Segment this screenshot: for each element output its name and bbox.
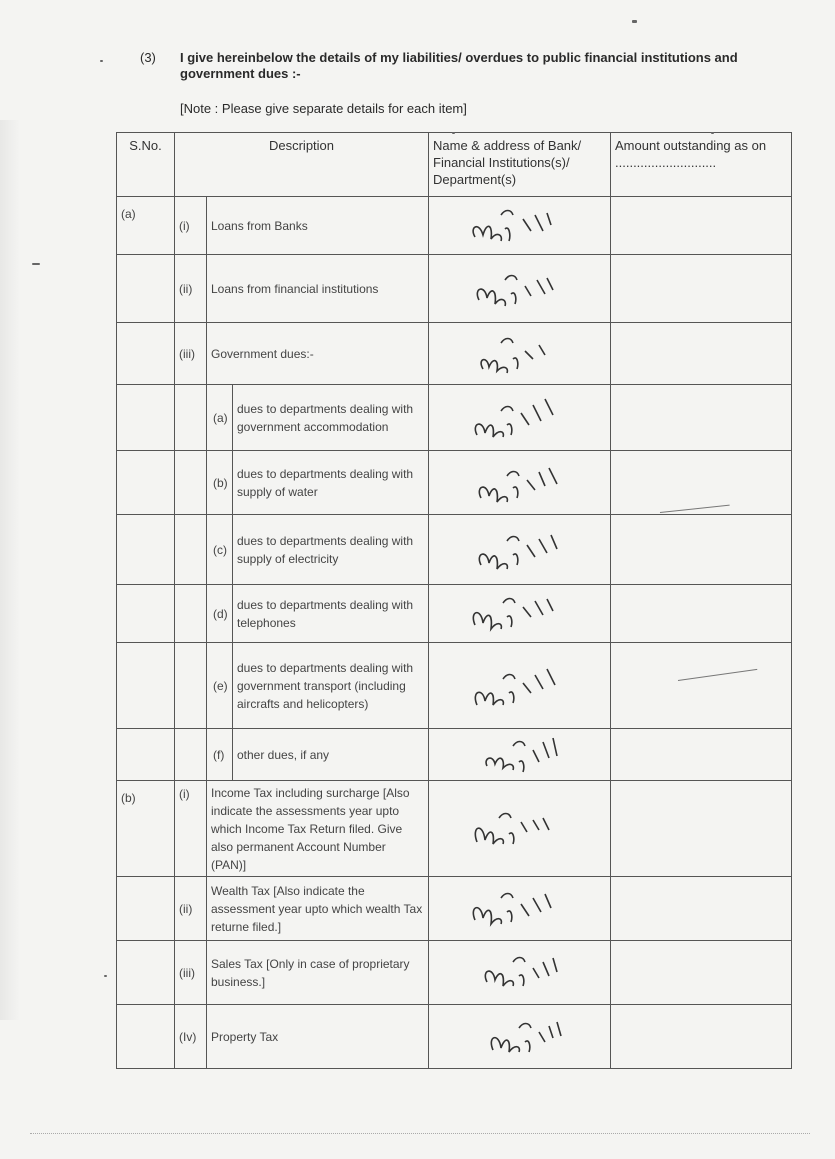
row-description: dues to departments dealing with government transport (including aircrafts and helicopters) — [233, 643, 429, 729]
row-sno — [117, 451, 175, 515]
liabilities-table — [116, 132, 792, 1069]
amount-cell — [611, 643, 792, 729]
row-index: (iii) — [175, 323, 207, 385]
row-sno — [117, 585, 175, 643]
row-index — [175, 515, 207, 585]
row-sno — [117, 385, 175, 451]
row-sno — [117, 255, 175, 323]
nil-handwriting — [429, 255, 611, 323]
row-sub-index: (c) — [207, 515, 233, 585]
row-description: other dues, if any — [233, 729, 429, 781]
table-row — [117, 197, 792, 255]
row-description: dues to departments dealing with government accommodation — [233, 385, 429, 451]
row-index: (iii) — [175, 941, 207, 1005]
nil-handwriting — [429, 385, 611, 451]
table-header-row — [117, 133, 792, 197]
nil-handwriting — [429, 323, 611, 385]
section-number: (3) — [140, 50, 156, 65]
amount-cell — [611, 515, 792, 585]
row-sno — [117, 515, 175, 585]
row-sno: (a) — [117, 197, 175, 255]
row-index — [175, 451, 207, 515]
row-description: Property Tax — [207, 1005, 429, 1069]
table-row — [117, 255, 792, 323]
scan-bottom-edge — [30, 1133, 810, 1140]
row-sub-index: (b) — [207, 451, 233, 515]
amount-cell — [611, 1005, 792, 1069]
nil-handwriting — [429, 585, 611, 643]
row-sub-index: (e) — [207, 643, 233, 729]
row-index: (ii) — [175, 877, 207, 941]
column-header-sno: S.No. — [117, 133, 175, 197]
table-row — [117, 729, 792, 781]
row-description: Income Tax including surcharge [Also indicate the assessments year upto which Income Tax Return filed. Give also permanent Account Number (PAN)] — [207, 781, 429, 877]
amount-cell — [611, 451, 792, 515]
table-row — [117, 877, 792, 941]
table-row — [117, 1005, 792, 1069]
table-row — [117, 781, 792, 877]
nil-handwriting — [429, 1005, 611, 1069]
table-row — [117, 585, 792, 643]
row-index: (i) — [175, 781, 207, 877]
column-header-amount: Amount outstanding as on ............................ — [611, 133, 792, 197]
row-sub-index: (f) — [207, 729, 233, 781]
amount-cell — [611, 729, 792, 781]
amount-cell — [611, 781, 792, 877]
row-index — [175, 643, 207, 729]
table-row — [117, 323, 792, 385]
nil-handwriting — [429, 197, 611, 255]
row-sno — [117, 323, 175, 385]
column-header-name-address: Name & address of Bank/ Financial Institutions(s)/ Department(s) — [429, 133, 611, 197]
nil-handwriting — [429, 877, 611, 941]
nil-handwriting — [429, 781, 611, 877]
row-description: dues to departments dealing with supply of electricity — [233, 515, 429, 585]
column-header-description: Description — [175, 133, 429, 197]
amount-cell — [611, 323, 792, 385]
row-index: (Iv) — [175, 1005, 207, 1069]
section-note: [Note : Please give separate details for each item] — [180, 101, 467, 116]
row-sub-index: (a) — [207, 385, 233, 451]
row-sno — [117, 941, 175, 1005]
table-row — [117, 941, 792, 1005]
row-description: Loans from Banks — [207, 197, 429, 255]
amount-cell — [611, 385, 792, 451]
row-description: Loans from financial institutions — [207, 255, 429, 323]
amount-cell — [611, 255, 792, 323]
amount-cell — [611, 197, 792, 255]
row-sno — [117, 729, 175, 781]
nil-handwriting — [429, 515, 611, 585]
row-description: dues to departments dealing with supply of water — [233, 451, 429, 515]
nil-handwriting — [429, 941, 611, 1005]
table-row — [117, 643, 792, 729]
row-index: (ii) — [175, 255, 207, 323]
row-sno — [117, 1005, 175, 1069]
nil-handwriting — [429, 451, 611, 515]
nil-handwriting — [429, 729, 611, 781]
row-description: dues to departments dealing with telephones — [233, 585, 429, 643]
section-heading: I give hereinbelow the details of my liabilities/ overdues to public financial institutions and government dues :- — [180, 50, 738, 81]
row-description: Government dues:- — [207, 323, 429, 385]
table-row — [117, 515, 792, 585]
table-row — [117, 385, 792, 451]
row-description: Wealth Tax [Also indicate the assessment year upto which wealth Tax returne filed.] — [207, 877, 429, 941]
nil-handwriting — [429, 643, 611, 729]
row-sno — [117, 643, 175, 729]
amount-cell — [611, 585, 792, 643]
row-sno: (b) — [117, 781, 175, 877]
row-index — [175, 729, 207, 781]
amount-cell — [611, 941, 792, 1005]
row-sno — [117, 877, 175, 941]
scan-edge-shadow — [0, 120, 20, 1020]
row-index — [175, 585, 207, 643]
amount-cell — [611, 877, 792, 941]
table-row — [117, 451, 792, 515]
row-index — [175, 385, 207, 451]
row-description: Sales Tax [Only in case of proprietary business.] — [207, 941, 429, 1005]
row-index: (i) — [175, 197, 207, 255]
row-sub-index: (d) — [207, 585, 233, 643]
